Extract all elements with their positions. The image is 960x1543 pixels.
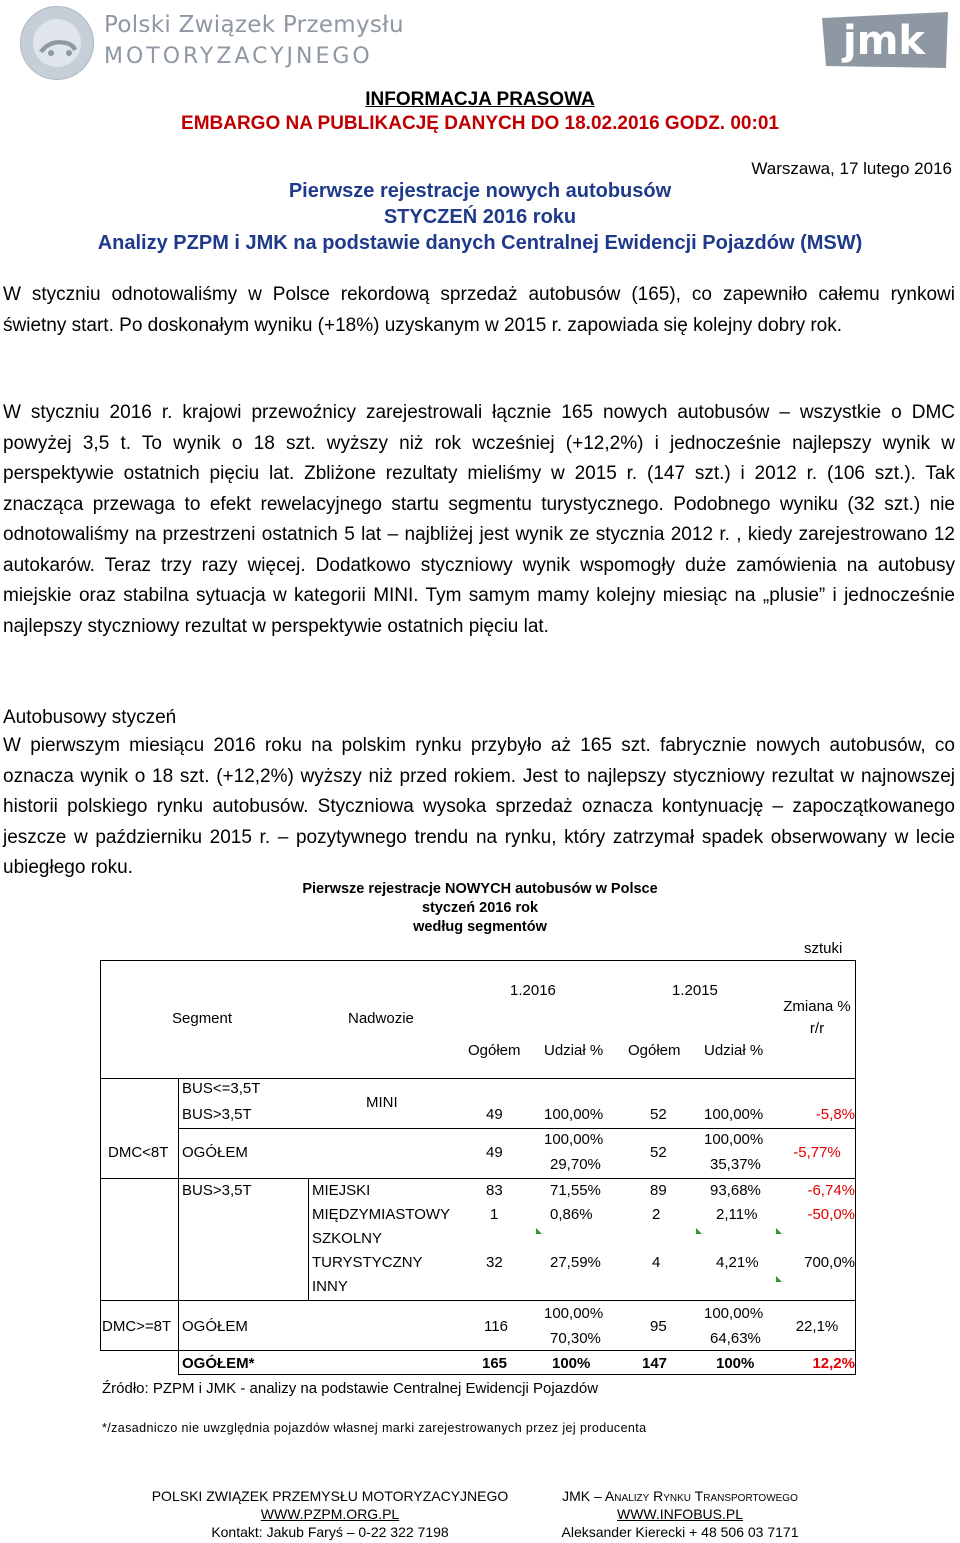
footer-pzpm-contact: Kontakt: Jakub Faryś – 0-22 322 7198: [211, 1524, 449, 1540]
table-header-divider: [100, 1078, 856, 1079]
mini-zmiana: -5,8%: [815, 1106, 855, 1123]
dmc-lt8-udzial-2015b: 35,37%: [710, 1156, 761, 1173]
mini-2016: 49: [486, 1106, 503, 1123]
header-2016: 1.2016: [510, 982, 556, 999]
dmc-ge8-zmiana: 22,1%: [795, 1318, 839, 1335]
row-dmc-lt8: DMC<8T: [108, 1144, 169, 1161]
header-zmiana: Zmiana %: [783, 998, 851, 1015]
total-2015: 147: [642, 1355, 668, 1372]
dmc-lt8-2015: 52: [650, 1144, 667, 1161]
mini-udzial-2015: 100,00%: [704, 1106, 764, 1123]
header-nadwozie: Nadwozie: [348, 1010, 414, 1027]
row-dmc-lt8-total: OGÓŁEM: [182, 1144, 248, 1161]
headings: [0, 178, 960, 256]
dmc-lt8-udzial-2015a: 100,00%: [704, 1131, 764, 1148]
turyst-udzial-2015: 4,21%: [716, 1254, 759, 1271]
turyst-2016: 32: [486, 1254, 503, 1271]
row-bus-le35: BUS<=3,5T: [182, 1080, 261, 1097]
row-szkolny: SZKOLNY: [312, 1230, 383, 1247]
footer-jmk-link[interactable]: WWW.INFOBUS.PL: [617, 1506, 743, 1522]
table-border-top: [100, 960, 856, 961]
dmc-ge8-udzial-2016a: 100,00%: [544, 1305, 604, 1322]
pzpm-logo-line1: Polski Związek Przemysłu: [104, 12, 404, 38]
miejski-2016: 83: [486, 1182, 503, 1199]
row-turystyczny: TURYSTYCZNY: [312, 1254, 423, 1271]
miejski-2015: 89: [650, 1182, 667, 1199]
dmc-ge8-udzial-2015b: 64,63%: [710, 1330, 761, 1347]
mini-2015: 52: [650, 1106, 667, 1123]
dmc-ge8-2016: 116: [484, 1318, 508, 1335]
footer-jmk-contact: Aleksander Kierecki + 48 506 03 7171: [561, 1524, 799, 1540]
embargo-notice: EMBARGO NA PUBLIKACJĘ DANYCH DO 18.02.2016 GODZ. 00:01: [181, 113, 779, 134]
press-header: [0, 88, 960, 136]
row-miejski: MIEJSKI: [312, 1182, 371, 1199]
total-udzial-2016: 100%: [552, 1355, 591, 1372]
footer-jmk-org: JMK – Analizy Rynku Transportowego: [562, 1488, 798, 1504]
header-udzial-2015: Udział %: [704, 1042, 764, 1059]
miedzy-2015: 2: [652, 1206, 661, 1223]
footer-pzpm-link[interactable]: WWW.PZPM.ORG.PL: [260, 1506, 400, 1522]
paragraph-intro: W styczniu odnotowaliśmy w Polsce rekordową sprzedaż autobusów (165), co zapewniło całemu rynkowi świetny start. Po doskonałym wyniku (+18%) uzyskanym w 2015 r. zapowiada się kolejny dobry rok.: [3, 284, 955, 336]
total-zmiana: 12,2%: [812, 1355, 855, 1372]
paragraph-january: W pierwszym miesiącu 2016 roku na polskim rynku przybyło aż 165 szt. fabrycznie nowych autobusów, co oznacza wynik o 18 szt. (+12,2%) wyższy niż przed rokiem. Jest to najlepszy styczniowy rezultat w najnowszej historii polskiego rynku autobusów. Styczniowa wysoka sprzedaż oznacza kontynuację – zapoczątkowanego jeszcze w październiku 2015 r. – pozytywnego trendu na rynku, który zatrzymał spadek obserwowany w lecie ubiegłego roku.: [3, 735, 955, 878]
row-bus-gt35: BUS>3,5T: [182, 1106, 252, 1123]
row-divider-dmc-lt8: [100, 1178, 856, 1179]
header-rr: r/r: [809, 1020, 825, 1037]
col-divider-segment: [178, 1078, 179, 1350]
press-title: INFORMACJA PRASOWA: [365, 89, 595, 110]
jmk-logo-text: jmk: [843, 18, 925, 64]
dmc-lt8-zmiana: -5,77%: [793, 1144, 841, 1161]
total-udzial-2015: 100%: [716, 1355, 755, 1372]
table-title-line1: Pierwsze rejestracje NOWYCH autobusów w Polsce: [302, 881, 658, 897]
comment-marker-icon: [536, 1228, 542, 1234]
header-segment: Segment: [172, 1010, 233, 1027]
pzpm-logo-line2: MOTORYZACYJNEGO: [104, 44, 373, 69]
pzpm-emblem-icon: [20, 6, 94, 80]
miejski-udzial-2016: 71,55%: [550, 1182, 601, 1199]
turyst-zmiana: 700,0%: [804, 1254, 855, 1271]
footer-jmk: [520, 1487, 840, 1541]
total-2016: 165: [482, 1355, 508, 1372]
paragraph-details: W styczniu 2016 r. krajowi przewoźnicy zarejestrowali łącznie 165 nowych autobusów – wszystkie o DMC powyżej 3,5 t. To wynik o 18 szt. wyższy niż rok wcześniej (+12,2%) i jednocześnie najlepszy wynik w perspektywie ostatnich pięciu lat. Zbliżone rezultaty mieliśmy w 2015 r. (147 szt.) i 2012 r. (106 szt.). Tak znacząca przewaga to efekt rewelacyjnego startu segmentu turystycznego. Podobnego wyniku (32 szt.) nie odnotowaliśmy na przestrzeni ostatnich 5 lat – najbliżej jest wynik ze stycznia 2012 r. , kiedy zarejestrowano 12 autokarów. Teraz trzy razy więcej. Dodatkowo styczniowy wynik wspomogły duże zamówienia na autobusy miejskie oraz stabilna sytuacja w kategorii MINI. Tym samym mamy kolejny miesiąc na „plusie” i jednocześnie najlepszy styczniowy rezultat w perspektywie ostatnich pięciu lat.: [3, 402, 955, 637]
row-divider-mini: [178, 1128, 856, 1129]
turyst-udzial-2016: 27,59%: [550, 1254, 601, 1271]
row-dmc-ge8-total: OGÓŁEM: [182, 1318, 248, 1335]
dmc-lt8-2016: 49: [486, 1144, 503, 1161]
heading-1: Pierwsze rejestracje nowych autobusów: [288, 180, 672, 202]
row-total: OGÓŁEM*: [182, 1355, 255, 1372]
row-mini: MINI: [366, 1094, 398, 1111]
section-heading: Autobusowy styczeń: [3, 707, 177, 728]
date-line: Warszawa, 17 lutego 2016: [751, 159, 952, 178]
dmc-ge8-udzial-2015a: 100,00%: [704, 1305, 764, 1322]
header-2015: 1.2015: [672, 982, 718, 999]
miejski-udzial-2015: 93,68%: [710, 1182, 761, 1199]
units-label: sztuki: [804, 940, 843, 957]
miedzy-udzial-2015: 2,11%: [716, 1206, 758, 1223]
mini-udzial-2016: 100,00%: [544, 1106, 604, 1123]
header-udzial-2016: Udział %: [544, 1042, 604, 1059]
col-divider-nadwozie: [308, 1178, 309, 1300]
heading-2: STYCZEŃ 2016 roku: [383, 206, 577, 228]
table-border-right: [855, 960, 856, 1350]
source-note: Źródło: PZPM i JMK - analizy na podstawie Centralnej Ewidencji Pojazdów: [102, 1380, 599, 1397]
heading-3: Analizy PZPM i JMK na podstawie danych Centralnej Ewidencji Pojazdów (MSW): [97, 232, 863, 254]
row-bus-gt35-b: BUS>3,5T: [182, 1182, 252, 1199]
dmc-ge8-2015: 95: [650, 1318, 667, 1335]
footer-pzpm: [140, 1487, 520, 1541]
footnote: */zasadniczo nie uwzględnia pojazdów własnej marki zarejestrowanych przez jej producenta: [102, 1421, 647, 1435]
table-title: [150, 880, 810, 937]
row-miedzymiastowy: MIĘDZYMIASTOWY: [312, 1206, 451, 1223]
dmc-lt8-udzial-2016a: 100,00%: [544, 1131, 604, 1148]
row-dmc-ge8: DMC>=8T: [102, 1318, 172, 1335]
comment-marker-icon: [776, 1276, 782, 1282]
table-title-line3: według segmentów: [413, 919, 547, 935]
header-ogolem-2016: Ogółem: [468, 1042, 521, 1059]
miedzy-udzial-2016: 0,86%: [550, 1206, 593, 1223]
comment-marker-icon: [696, 1228, 702, 1234]
table-border-left: [100, 960, 101, 1350]
row-inny: INNY: [312, 1278, 348, 1295]
header-ogolem-2015: Ogółem: [628, 1042, 681, 1059]
jmk-logo: [820, 8, 950, 70]
miejski-zmiana: -6,74%: [807, 1182, 855, 1199]
row-divider-bus-gt35: [100, 1300, 856, 1301]
dmc-ge8-udzial-2016b: 70,30%: [550, 1330, 601, 1347]
miedzy-zmiana: -50,0%: [807, 1206, 855, 1223]
comment-marker-icon: [776, 1228, 782, 1234]
turyst-2015: 4: [652, 1254, 661, 1271]
table-title-line2: styczeń 2016 rok: [421, 900, 539, 916]
pzpm-logo: [20, 6, 404, 78]
footer-pzpm-org: POLSKI ZWIĄZEK PRZEMYSŁU MOTORYZACYJNEGO: [151, 1488, 509, 1504]
dmc-lt8-udzial-2016b: 29,70%: [550, 1156, 601, 1173]
miedzy-2016: 1: [490, 1206, 499, 1223]
